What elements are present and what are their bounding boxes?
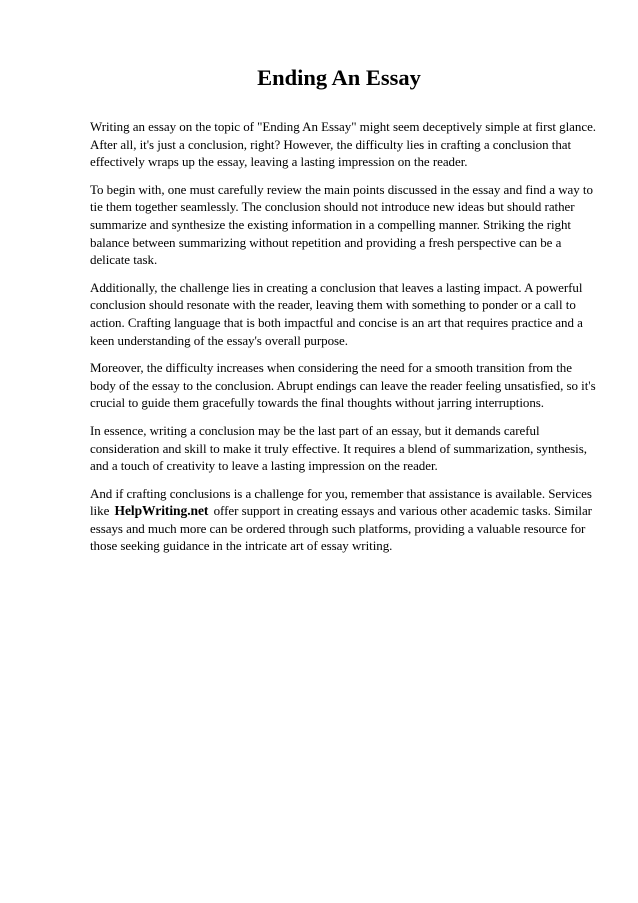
paragraph-essence: In essence, writing a conclusion may be the last part of an essay, but it demands careful consideration and skill to make it truly effective. It requires a blend of summarization, synthesis, and a touch of creativity to leave a lasting impression on the reader. [90,422,587,474]
paragraph-intro: Writing an essay on the topic of "Ending An Essay" might seem deceptively simple at first glance. After all, it's just a conclusion, right? However, the difficulty lies in crafting a conclusion that effectively wraps up the essay, leaving a lasting impression on the reader. [90,119,596,170]
page-title: Ending An Essay [257,65,421,90]
paragraph-transition: Moreover, the difficulty increases when considering the need for a smooth transition from the body of the essay to the conclusion. Abrupt endings can leave the reader feeling unsatisfied, so it's crucial to guide them gracefully towards the final thoughts without jarring interruptions. [90,360,596,411]
services-text-after: offer support in creating essays and various other academic tasks. Similar essays and much more can be ordered through such platforms, providing a valuable resource for those seeking guidance in the intricate art of essay writing. [90,503,592,554]
services-text-before: And if crafting conclusions is a challenge for you, remember that assistance is available. Services like [90,485,592,519]
paragraph-services [90,485,596,555]
paragraph-lasting-impact: Additionally, the challenge lies in creating a conclusion that leaves a lasting impact. A powerful conclusion should resonate with the reader, leaving them with something to ponder or a call to action. Crafting language that is both impactful and concise is an art that requires practice and a keen understanding of the essay's overall purpose. [90,279,583,348]
helpwriting-link[interactable]: HelpWriting.net [114,503,209,519]
paragraph-main-points: To begin with, one must carefully review the main points discussed in the essay and find a way to tie them together seamlessly. The conclusion should not introduce new ideas but should rather summarize and synthesize the existing information in a compelling manner. Striking the right balance between summarizing without repetition and providing a fresh perspective can be a delicate task. [90,181,593,268]
